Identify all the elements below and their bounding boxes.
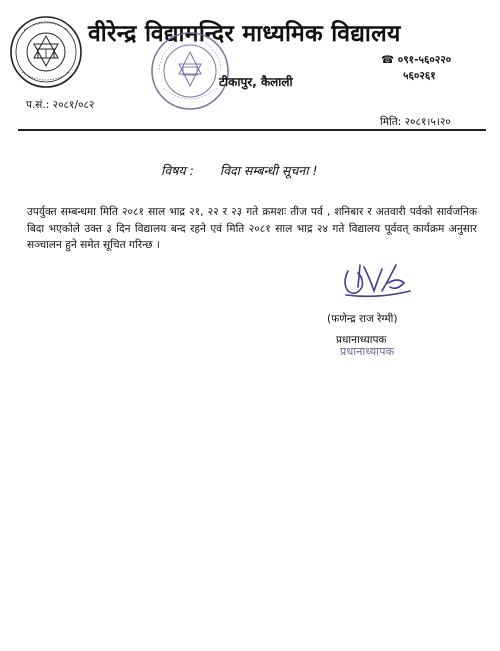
signatory-title: प्रधानाध्यापक bbox=[336, 334, 387, 346]
school-name: वीरेन्द्र विद्यामन्दिर माध्यमिक विद्यालय bbox=[88, 21, 401, 47]
notice-body: उपर्युक्त सम्बन्धमा मिति २०८१ साल भाद्र २१, २२ र २३ गते क्रमशः तीज पर्व , शनिबार र अतवारी पर्वको सार्वजनिक बिदा भएकोले उक्त ३ दिन विद्यालय बन्द रहने एवं मिति २०८१ साल भाद्र २४ गते विद्यालय पूर्ववत् कार्यक्रम अनुसार सञ्चालन हुने समेत सूचित गरिन्छ । bbox=[27, 206, 477, 251]
subject-text: विदा सम्बन्धी सूचना ! bbox=[219, 163, 318, 178]
signatory-name: (फणेन्द्र राज रेग्मी) bbox=[327, 313, 398, 325]
phone-number-1: ☎ ०९१-५६०२२० bbox=[381, 54, 452, 66]
notice-subject bbox=[161, 162, 317, 179]
phone-icon: ☎ bbox=[381, 54, 395, 66]
signature bbox=[338, 257, 418, 301]
reference-number: प.सं.: २०८१/०८२ bbox=[26, 99, 95, 111]
principal-stamp: प्रधानाध्यापक bbox=[340, 345, 395, 358]
school-address: टीकापुर, कैलाली bbox=[219, 75, 293, 89]
round-seal bbox=[149, 30, 231, 112]
header-divider bbox=[18, 129, 486, 131]
school-logo bbox=[8, 12, 84, 92]
notice-date: मिति: २०८१।५।२० bbox=[380, 116, 451, 128]
phone-number-2: ५६०२६१ bbox=[403, 70, 436, 82]
subject-label: विषय : bbox=[161, 163, 194, 178]
